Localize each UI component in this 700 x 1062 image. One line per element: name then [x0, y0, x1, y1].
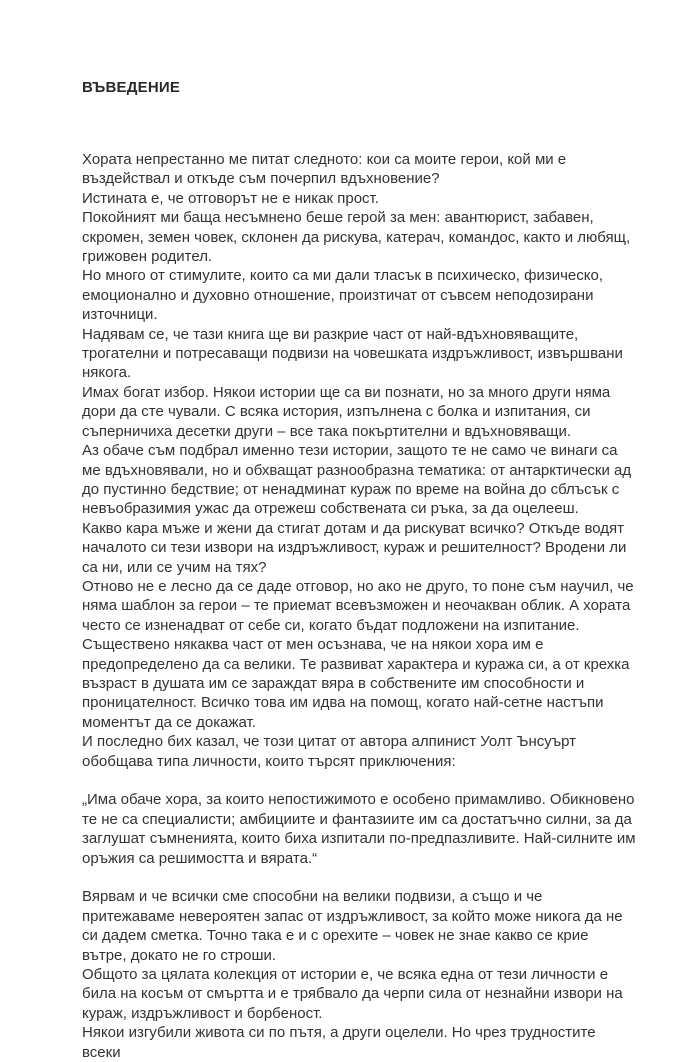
paragraph: Съществено някаква част от мен осъзнава, че на някои хора им е предопределено да са велики. Те развиват характера и куража си, а от крехка възраст в душата им се зараждат вяра в собствените им способности и проницателност. Всичко това им идва на помощ, когато най-сетне настъпи моментът да се докажат.	[82, 636, 630, 731]
paragraph: Какво кара мъже и жени да стигат дотам и да рискуват всичко? Откъде водят началото си тези извори на издръжливост, кураж и решителност? Вродени ли са ни, или се учим на тях?	[82, 519, 627, 576]
body-text	[82, 150, 637, 1062]
paragraph: Някои изгубили живота си по пътя, а други оцелели. Но чрез трудностите всеки	[82, 1024, 596, 1061]
paragraph: Истината е, че отговорът не е никак прост.	[82, 189, 379, 207]
paragraph: Отново не е лесно да се даде отговор, но ако не друго, то поне съм научил, че няма шаблон за герои – те приемат всевъзможен и неочакван облик. А хората често се изненадват от себе си, когато бъдат подложени на изпитание.	[82, 577, 634, 634]
paragraph: Покойният ми баща несъмнено беше герой за мен: авантюрист, забавен, скромен, земен човек, склонен да рискува, катерач, командос, както и любящ, грижовен родител.	[82, 209, 631, 266]
paragraph-spacer	[82, 771, 637, 790]
paragraph: Аз обаче съм подбрал именно тези истории, защото те не само че винаги са ме вдъхновявали, но и обхващат разнообразна тематика: от антарктически ад до пустинно бедствие; от ненадминат кураж по време на война до сблъсък с невъобразимия ужас да отрежеш собствената си ръка, за да оцелееш.	[82, 442, 632, 518]
paragraph: Общото за цялата колекция от истории е, че всяка една от тези личности е била на косъм от смъртта и е трябвало да черпи сила от незнайни извори на кураж, издръжливост и борбеност.	[82, 966, 623, 1022]
paragraph-spacer	[82, 868, 637, 887]
page-title: ВЪВЕДЕНИЕ	[82, 79, 181, 96]
paragraph: Хората непрестанно ме питат следното: кои са моите герои, кой ми е въздействал и откъде съм почерпил вдъхновение?	[82, 151, 567, 188]
paragraph: Имах богат избор. Някои истории ще са ви познати, но за много други няма дори да сте чували. С всяка история, изпълнена с болка и изпитания, си съперничиха десетки други – все така покъртителни и вдъхновяващи.	[82, 383, 611, 440]
quote-paragraph: „Има обаче хора, за които непостижимото е особено примамливо. Обикновено те не са специалисти; амбициите и фантазиите им са достатъчно силни, за да заглушат съмненията, които биха изпитали по-предпазливите. Най-силните им оръжия са решимостта и вярата.“	[82, 791, 636, 867]
paragraph: Надявам се, че тази книга ще ви разкрие част от най-вдъхновяващите, трогателни и потресаващи подвизи на човешката издръжливост, извършвани някога.	[82, 325, 623, 382]
paragraph: Но много от стимулите, които са ми дали тласък в психическо, физическо, емоционално и духовно отношение, произтичат от съвсем неподозирани източници.	[82, 267, 604, 324]
paragraph: И последно бих казал, че този цитат от автора алпинист Уолт Ънсуърт обобщава типа личности, които търсят приключения:	[82, 733, 577, 770]
paragraph: Вярвам и че всички сме способни на велики подвизи, а също и че притежаваме невероятен запас от издръжливост, за който може никога да не си дадем сметка. Точно така е и с орехите – човек не знае какво се крие вътре, докато не го строши.	[82, 888, 623, 964]
